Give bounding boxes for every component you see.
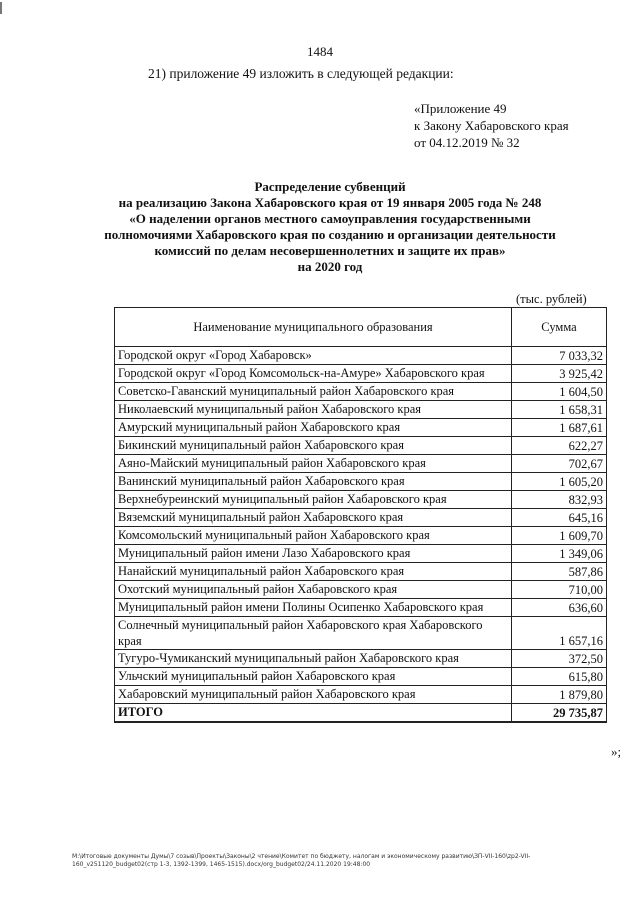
table-row (115, 437, 607, 455)
municipality-name: Хабаровский муниципальный район Хабаровского края (115, 686, 512, 704)
total-amount: 29 735,87 (512, 704, 607, 723)
table-row (115, 347, 607, 365)
municipality-name: Тугуро-Чумиканский муниципальный район Хабаровского края (115, 650, 512, 668)
document-title (90, 179, 570, 275)
table-row (115, 545, 607, 563)
subvention-amount: 1 609,70 (512, 527, 607, 545)
column-header-sum: Сумма (512, 308, 607, 347)
municipality-name: Николаевский муниципальный район Хабаровского края (115, 401, 512, 419)
subvention-amount: 1 687,61 (512, 419, 607, 437)
appendix-line: «Приложение 49 (414, 101, 507, 116)
table-row (115, 563, 607, 581)
municipality-name: Вяземский муниципальный район Хабаровского края (115, 509, 512, 527)
subvention-amount: 645,16 (512, 509, 607, 527)
title-line: комиссий по делам несовершеннолетних и защите их прав» (154, 243, 506, 258)
municipality-name: Комсомольский муниципальный район Хабаровского края (115, 527, 512, 545)
table-row (115, 491, 607, 509)
total-label: ИТОГО (115, 704, 512, 723)
subvention-amount: 587,86 (512, 563, 607, 581)
column-header-name: Наименование муниципального образования (115, 308, 512, 347)
subvention-amount: 832,93 (512, 491, 607, 509)
table-row (115, 419, 607, 437)
table-row (115, 455, 607, 473)
municipality-name: Солнечный муниципальный район Хабаровского края Хабаровского края (115, 617, 512, 650)
municipality-name: Городской округ «Город Комсомольск-на-Амуре» Хабаровского края (115, 365, 512, 383)
title-line: на 2020 год (297, 259, 363, 274)
table-row (115, 509, 607, 527)
subvention-amount: 702,67 (512, 455, 607, 473)
table-body (115, 347, 607, 723)
subvention-amount: 622,27 (512, 437, 607, 455)
table-row (115, 527, 607, 545)
file-path-footer: M:\Итоговые документы Думы\7 созыв\Проекты\Законы\2 чтение\Комитет по бюджету, налогам и экономическому развитию\ЗП-VII-160\zp2-VII-160_v251120_budget02(стр 1-3, 1392-1399, 1465-1515).docx/org_budget02/24.11.2020 19:48:00 (72, 853, 531, 868)
subvention-amount: 1 879,80 (512, 686, 607, 704)
table-row (115, 668, 607, 686)
appendix-line: от 04.12.2019 № 32 (414, 135, 520, 150)
table-row (115, 581, 607, 599)
units-label: (тыс. рублей) (516, 292, 587, 306)
table-row (115, 599, 607, 617)
title-line: на реализацию Закона Хабаровского края от 19 января 2005 года № 248 (118, 195, 542, 210)
total-row (115, 704, 607, 723)
municipality-name: Амурский муниципальный район Хабаровского края (115, 419, 512, 437)
subvention-amount: 636,60 (512, 599, 607, 617)
table-row (115, 617, 607, 650)
subvention-amount: 1 657,16 (512, 617, 607, 650)
subvention-amount: 1 604,50 (512, 383, 607, 401)
subvention-amount: 1 658,31 (512, 401, 607, 419)
table-row (115, 686, 607, 704)
subvention-amount: 7 033,32 (512, 347, 607, 365)
table-row (115, 473, 607, 491)
table-header-row (115, 308, 607, 347)
appendix-reference (414, 100, 569, 151)
municipality-name: Муниципальный район имени Лазо Хабаровского края (115, 545, 512, 563)
municipality-name: Ванинский муниципальный район Хабаровского края (115, 473, 512, 491)
municipality-name: Бикинский муниципальный район Хабаровского края (115, 437, 512, 455)
municipality-name: Аяно-Майский муниципальный район Хабаровского края (115, 455, 512, 473)
subvention-amount: 3 925,42 (512, 365, 607, 383)
municipality-name: Городской округ «Город Хабаровск» (115, 347, 512, 365)
municipality-name: Ульчский муниципальный район Хабаровского края (115, 668, 512, 686)
title-line: полномочиями Хабаровского края по созданию и организации деятельности (104, 227, 556, 242)
municipality-name: Охотский муниципальный район Хабаровского края (115, 581, 512, 599)
table-row (115, 365, 607, 383)
intro-text: 21) приложение 49 изложить в следующей редакции: (148, 66, 454, 81)
municipality-name: Советско-Гаванский муниципальный район Хабаровского края (115, 383, 512, 401)
title-line: Распределение субвенций (254, 179, 406, 194)
subvention-amount: 1 349,06 (512, 545, 607, 563)
subvention-amount: 615,80 (512, 668, 607, 686)
subvention-amount: 1 605,20 (512, 473, 607, 491)
municipality-name: Верхнебуреинский муниципальный район Хабаровского края (115, 491, 512, 509)
table-row (115, 401, 607, 419)
title-line: «О наделении органов местного самоуправления государственными (129, 211, 531, 226)
subventions-table (114, 307, 607, 723)
table-row (115, 650, 607, 668)
municipality-name: Нанайский муниципальный район Хабаровского края (115, 563, 512, 581)
page-number: 1484 (307, 44, 333, 59)
appendix-line: к Закону Хабаровского края (414, 118, 569, 133)
table-row (115, 383, 607, 401)
margin-mark (0, 2, 2, 14)
closing-quote: »; (611, 744, 622, 759)
subvention-amount: 372,50 (512, 650, 607, 668)
subvention-amount: 710,00 (512, 581, 607, 599)
municipality-name: Муниципальный район имени Полины Осипенко Хабаровского края (115, 599, 512, 617)
